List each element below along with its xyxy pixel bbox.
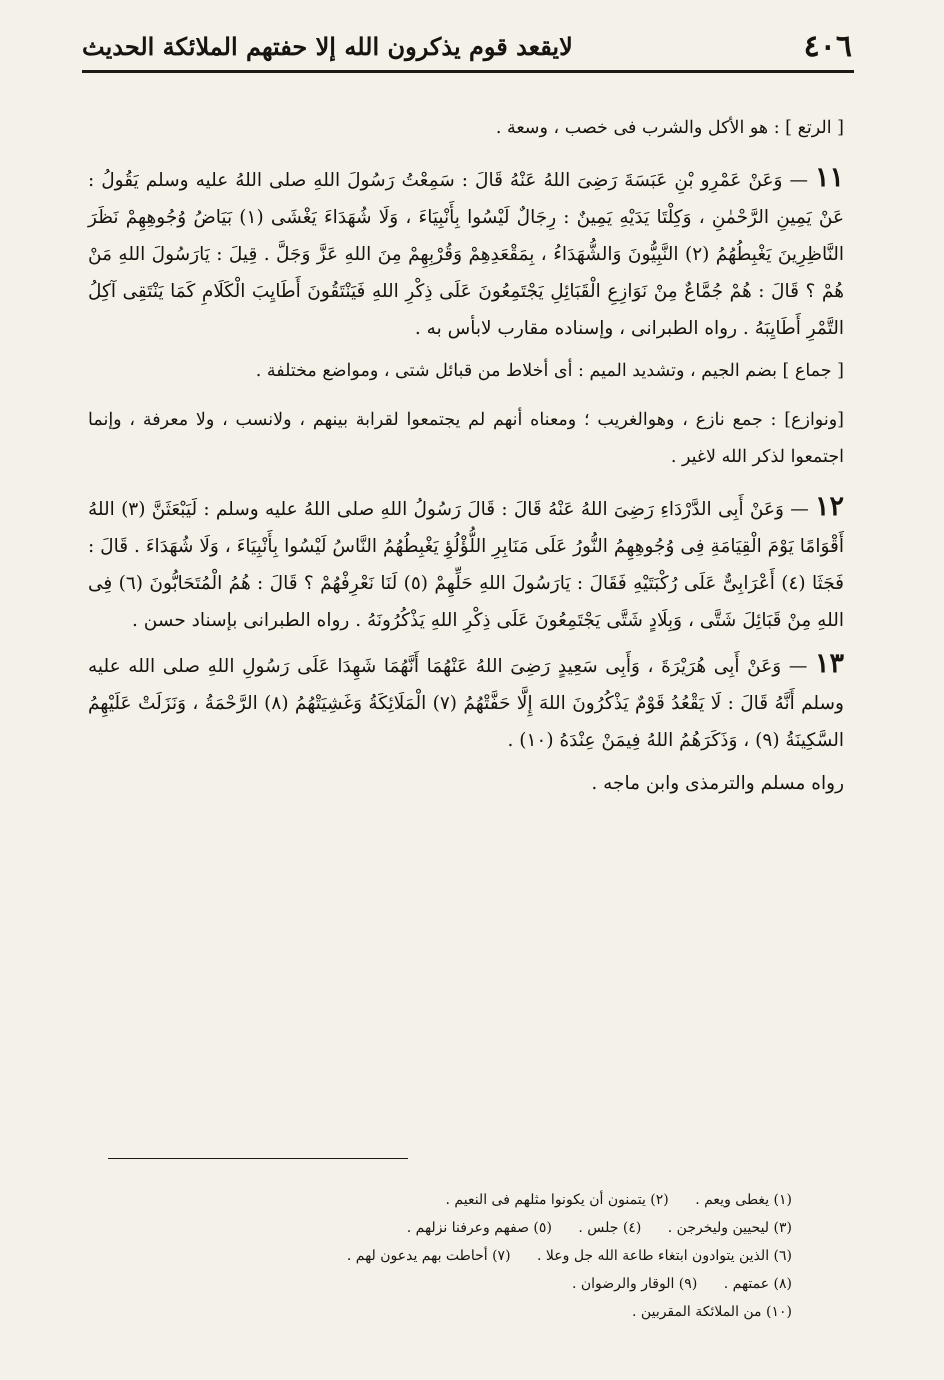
page-number: ٤٠٦ xyxy=(803,28,852,64)
footnote-2: (٢) يتمنون أن يكونوا مثلهم فى النعيم . xyxy=(445,1192,669,1208)
gloss-nawaziʿ: [ونوازع] : جمع نازع ، وهوالغريب ؛ ومعناه أنهم لم يجتمعوا لقرابة بينهم ، ولانسب ، ولا معرفة ، وإنما اجتمعوا لذكر الله لاغير . xyxy=(88,410,844,467)
footnote-8: (٨) عمتهم . xyxy=(723,1276,792,1292)
footnote-10: (١٠) من الملائكة المقربين . xyxy=(632,1304,792,1320)
footnotes xyxy=(90,1186,792,1326)
hadith-number: ١١ xyxy=(814,162,844,193)
hadith-text: — وَعَنْ أَبِى الدَّرْدَاءِ رَضِىَ اللهُ عَنْهُ قَالَ : قَالَ رَسُولُ اللهِ صلى اللهُ عليه وسلم : لَيَبْعَثَنَّ (٣) اللهُ أَقْوَامًا يَوْمَ الْقِيَامَةِ فِى وُجُوهِهِمُ النُّورُ عَلَى مَنَابِرِ اللُّؤْلُؤِ يَغْبِطُهُمُ النَّاسُ لَيْسُوا بِأَنْبِيَاءَ ، وَلَا شُهَدَاءَ . قَالَ : فَجَثَا (٤) أَعْرَابِىٌّ عَلَى رُكْبَتَيْهِ فَقَالَ : يَارَسُولَ اللهِ حَلِّهِمْ (٥) لَنَا نَعْرِفْهُمْ ؟ قَالَ : هُمُ الْمُتَحَابُّونَ (٦) فِى اللهِ مِنْ قَبَائِلَ شَتَّى ، وَبِلَادٍ شَتَّى يَجْتَمِعُونَ عَلَى ذِكْرِ اللهِ يَذْكُرُونَهُ . رواه الطبرانى بإسناد حسن . xyxy=(88,499,844,631)
footnote-row xyxy=(90,1298,792,1326)
footnote-rule xyxy=(108,1158,408,1159)
hadith-number: ١٢ xyxy=(814,491,844,522)
hadith-12 xyxy=(88,488,844,639)
hadith-13 xyxy=(88,645,844,759)
footnote-row xyxy=(90,1186,792,1214)
footnote-7: (٧) أحاطت بهم يدعون لهم . xyxy=(346,1248,511,1264)
hadith-number: ١٣ xyxy=(814,648,844,679)
gloss-jummaʿ: [ جماع ] بضم الجيم ، وتشديد الميم : أى أخلاط من قبائل شتى ، ومواضع مختلفة . xyxy=(255,361,844,381)
header-rule xyxy=(82,70,854,73)
page-header xyxy=(82,26,852,66)
page-body xyxy=(88,110,844,808)
hadith-11 xyxy=(88,159,844,347)
footnote-4: (٤) جلس . xyxy=(578,1220,642,1236)
footnote-1: (١) يغطى ويعم . xyxy=(695,1192,792,1208)
gloss-ratʿ: [ الرتع ] : هو الأكل والشرب فى خصب ، وسعة . xyxy=(495,118,844,138)
footnote-6: (٦) الذين يتوادون ابتغاء طاعة الله جل وعلا . xyxy=(537,1248,792,1264)
footnote-5: (٥) صفهم وعرفنا نزلهم . xyxy=(406,1220,552,1236)
footnote-row xyxy=(90,1270,792,1298)
footnote-row xyxy=(90,1242,792,1270)
footnote-9: (٩) الوقار والرضوان . xyxy=(571,1276,698,1292)
hadith-source: رواه مسلم والترمذى وابن ماجه . xyxy=(591,773,844,794)
hadith-text: — وَعَنْ عَمْرِو بْنِ عَبَسَةَ رَضِىَ اللهُ عَنْهُ قَالَ : سَمِعْتُ رَسُولَ اللهِ صلى اللهُ عليه وسلم يَقُولُ : عَنْ يَمِينِ الرَّحْمٰنِ ، وَكِلْتَا يَدَيْهِ يَمِينٌ : رِجَالٌ لَيْسُوا بِأَنْبِيَاءَ ، وَلَا شُهَدَاءَ يَغْشَى (١) بَيَاضُ وُجُوهِهِمْ نَظَرَ النَّاظِرِينَ يَغْبِطُهُمُ (٢) النَّبِيُّونَ وَالشُّهَدَاءُ ، بِمَقْعَدِهِمْ وَقُرْبِهِمْ مِنَ اللهِ عَزَّ وَجَلَّ . قِيلَ : يَارَسُولَ اللهِ مَنْ هُمْ ؟ قَالَ : هُمْ جُمَّاعٌ مِنْ نَوَازِعِ الْقَبَائِلِ يَجْتَمِعُونَ عَلَى ذِكْرِ اللهِ فَيَنْتَقُونَ أَطَايِبَ الْكَلَامِ كَمَا يَنْتَقِى آكِلُ التَّمْرِ أَطَايِبَهُ . رواه الطبرانى ، وإسناده مقارب لابأس به . xyxy=(88,170,844,339)
hadith-text: — وَعَنْ أَبِى هُرَيْرَةَ ، وَأَبِى سَعِيدٍ رَضِىَ اللهُ عَنْهُمَا أَنَّهُمَا شَهِدَا عَلَى رَسُولِ اللهِ صلى الله عليه وسلم أَنَّهُ قَالَ : لَا يَقْعُدُ قَوْمٌ يَذْكُرُونَ اللهَ إِلَّا حَفَّتْهُمُ (٧) الْمَلَائِكَةُ وَغَشِيَتْهُمُ (٨) الرَّحْمَةُ ، وَنَزَلَتْ عَلَيْهِمُ السَّكِينَةُ (٩) ، وَذَكَرَهُمُ اللهُ فِيمَنْ عِنْدَهُ (١٠) . xyxy=(88,656,844,751)
running-title: لايقعد قوم يذكرون الله إلا حفتهم الملائكة الحديث xyxy=(82,31,573,61)
footnote-3: (٣) ليحيين وليخرجن . xyxy=(667,1220,792,1236)
footnote-row xyxy=(90,1214,792,1242)
